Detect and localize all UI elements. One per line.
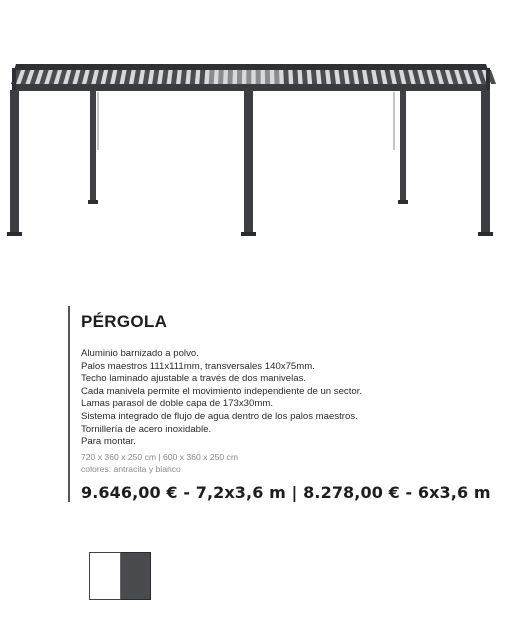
pergola-back-post-left xyxy=(90,88,96,203)
roof-slat xyxy=(292,70,298,84)
pergola-front-post-left xyxy=(10,90,19,235)
feature-item: Techo laminado ajustable a través de dos manivelas. xyxy=(81,373,307,385)
roof-slat xyxy=(237,70,242,84)
pergola-roof-front-beam xyxy=(12,84,490,91)
pergola-roof-back-beam xyxy=(14,64,488,70)
feature-item: Para montar. xyxy=(81,436,136,448)
feature-item: Tornillería de acero inoxidable. xyxy=(81,423,212,435)
pergola-front-post-right xyxy=(481,90,490,235)
feature-list xyxy=(81,348,517,449)
feature-item: Cada manivela permite el movimiento independiente de un sector. xyxy=(81,385,363,397)
roof-slat xyxy=(246,70,251,84)
dimensions-text: 720 x 360 x 250 cm | 600 x 360 x 250 cm xyxy=(81,451,239,462)
pergola-back-post-right xyxy=(400,88,406,203)
colors-text: colores: antracita y blanco xyxy=(81,463,181,474)
pergola-product-image xyxy=(0,0,517,300)
feature-item: Lamas parasol de doble capa de 173x30mm. xyxy=(81,398,273,410)
color-swatches xyxy=(89,552,151,602)
price-line: 9.646,00 € - 7,2x3,6 m | 8.278,00 € - 6x3,6 m xyxy=(81,482,491,502)
feature-item: Sistema integrado de flujo de agua dentro de los palos maestros. xyxy=(81,410,358,422)
swatch-white xyxy=(89,552,120,600)
roof-slat xyxy=(274,70,279,84)
roof-slat xyxy=(227,70,232,84)
roof-slat xyxy=(265,70,270,84)
product-title: PÉRGOLA xyxy=(81,312,168,331)
feature-item: Palos maestros 111x111mm, transversales 140x75mm. xyxy=(81,360,315,372)
feature-item: Aluminio barnizado a polvo. xyxy=(81,348,199,359)
pergola-roof-slats xyxy=(11,70,496,84)
roof-slat xyxy=(218,70,224,84)
product-card xyxy=(68,306,517,502)
pergola-front-post-center xyxy=(244,90,253,235)
roof-slat xyxy=(283,70,289,84)
swatch-anthracite xyxy=(120,552,151,600)
roof-slat xyxy=(256,70,261,84)
roof-slat xyxy=(209,70,215,84)
